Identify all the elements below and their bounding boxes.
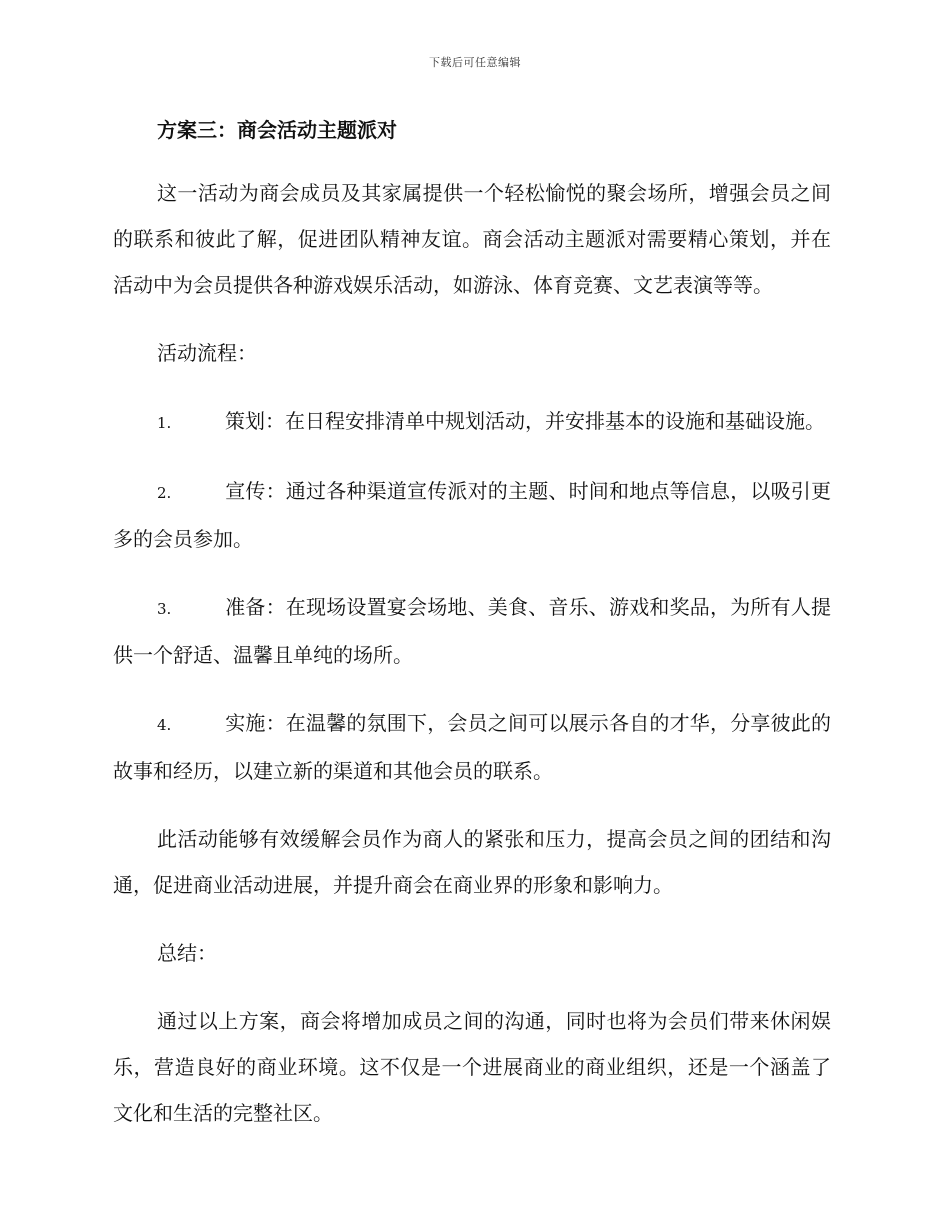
- step-text: 宣传：通过各种渠道宣传派对的主题、时间和地点等信息，以吸引更多的会员参加。: [113, 479, 831, 551]
- step-number: 1.: [157, 414, 172, 432]
- step-number: 3.: [157, 600, 172, 618]
- process-step: [113, 584, 831, 678]
- header-note: 下载后可任意编辑: [429, 56, 521, 69]
- document-body: [113, 112, 831, 1158]
- step-text: 策划：在日程安排清单中规划活动，并安排基本的设施和基础设施。: [225, 409, 825, 433]
- summary-label: 总结：: [157, 941, 217, 965]
- process-step: [113, 700, 831, 794]
- step-text: 准备：在现场设置宴会场地、美食、音乐、游戏和奖品，为所有人提供一个舒适、温馨且单纯的场所。: [113, 595, 831, 667]
- process-label: 活动流程：: [157, 341, 257, 365]
- summary-paragraph: 通过以上方案，商会将增加成员之间的沟通，同时也将为会员们带来休闲娱乐，营造良好的商业环境。这不仅是一个进展商业的商业组织，还是一个涵盖了文化和生活的完整社区。: [113, 1009, 831, 1125]
- effect-paragraph: 此活动能够有效缓解会员作为商人的紧张和压力，提高会员之间的团结和沟通，促进商业活动进展，并提升商会在商业界的形象和影响力。: [113, 827, 831, 897]
- process-step: [113, 398, 831, 446]
- intro-paragraph: 这一活动为商会成员及其家属提供一个轻松愉悦的聚会场所，增强会员之间的联系和彼此了解，促进团队精神友谊。商会活动主题派对需要精心策划，并在活动中为会员提供各种游戏娱乐活动，如游泳、体育竞赛、文艺表演等等。: [113, 181, 831, 297]
- process-step: [113, 468, 831, 562]
- step-number: 4.: [157, 716, 172, 734]
- step-number: 2.: [157, 484, 172, 502]
- section-title: 方案三：商会活动主题派对: [157, 118, 397, 142]
- step-text: 实施：在温馨的氛围下，会员之间可以展示各自的才华，分享彼此的故事和经历，以建立新的渠道和其他会员的联系。: [113, 711, 831, 783]
